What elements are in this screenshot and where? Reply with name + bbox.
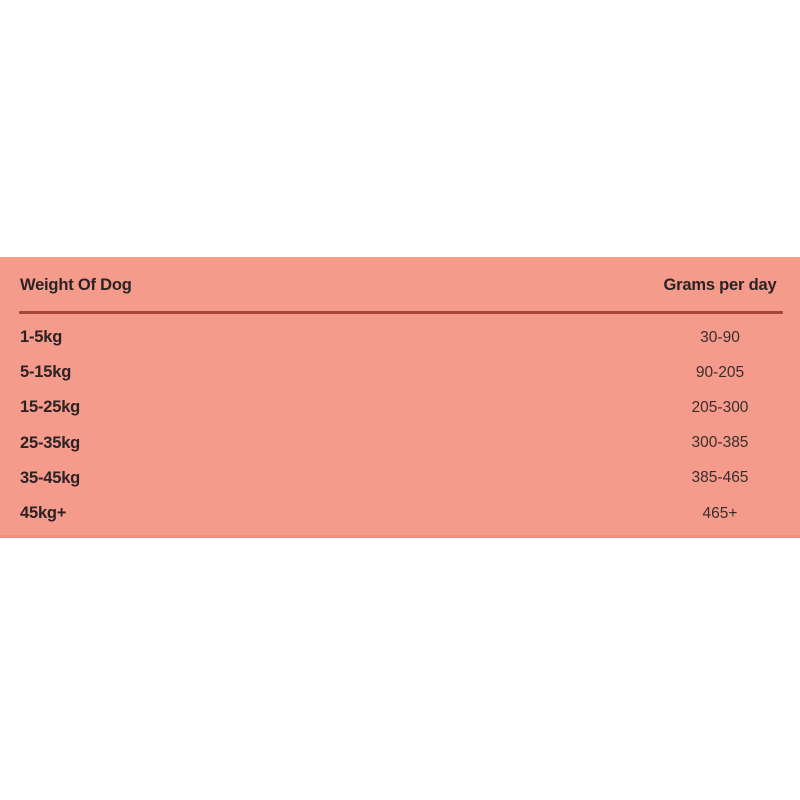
table-header-row: [0, 276, 800, 294]
weight-cell: 5-15kg: [20, 363, 72, 382]
header-divider-line: [19, 311, 783, 314]
grams-cell: 30-90: [700, 328, 740, 346]
table-row: [0, 496, 800, 531]
table-row: [0, 390, 800, 425]
table-row: [0, 320, 800, 355]
feeding-guide-panel: [0, 257, 800, 538]
weight-cell: 1-5kg: [20, 328, 63, 347]
table-row: [0, 355, 800, 390]
table-row: [0, 461, 800, 496]
feeding-guide-table: [0, 276, 800, 554]
grams-cell: 385-465: [691, 469, 749, 487]
grams-cell: 90-205: [695, 363, 745, 381]
table-row: [0, 426, 800, 461]
grams-cell: 465+: [702, 504, 738, 522]
weight-cell: 45kg+: [20, 504, 67, 523]
weight-cell: 15-25kg: [20, 398, 81, 417]
header-weight-of-dog: Weight Of Dog: [20, 275, 132, 294]
grams-cell: 300-385: [691, 434, 749, 452]
header-grams-per-day: Grams per day: [663, 275, 777, 294]
table-body: [0, 320, 800, 531]
grams-cell: 205-300: [691, 398, 749, 416]
weight-cell: 35-45kg: [20, 468, 81, 487]
weight-cell: 25-35kg: [20, 433, 81, 452]
